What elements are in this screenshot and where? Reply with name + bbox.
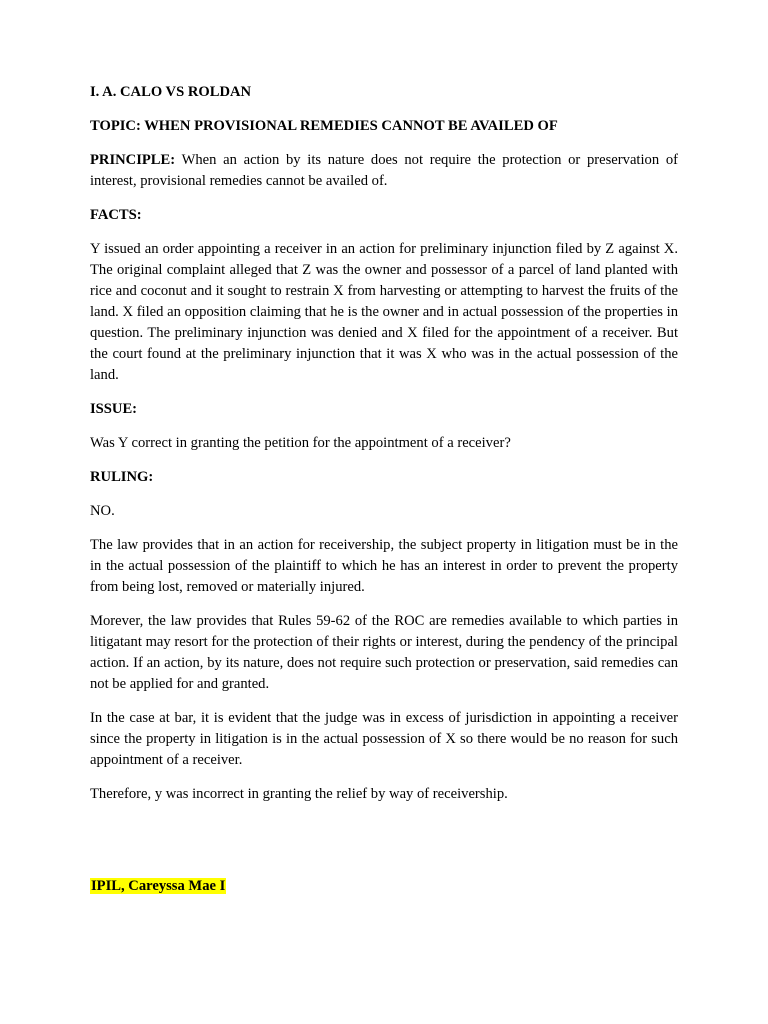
ruling-paragraph: In the case at bar, it is evident that the judge was in excess of jurisdiction in appointing a receiver since the property in litigation is in the actual possession of X so there would be no reason for such appointment of a receiver. <box>90 710 678 768</box>
author-line <box>90 876 678 897</box>
ruling-paragraph: Morever, the law provides that Rules 59-62 of the ROC are remedies available to which parties in litigatant may resort for the protection of their rights or interest, during the pendency of the principal action. If an action, by its nature, does not require such protection or preservation, said remedies can not be applied for and granted. <box>90 613 678 692</box>
case-title: I. A. CALO VS ROLDAN <box>90 84 252 100</box>
author-name: IPIL, Careyssa Mae I <box>91 878 226 894</box>
issue-heading: ISSUE: <box>90 401 138 417</box>
document-page <box>90 82 678 910</box>
ruling-paragraph: Therefore, y was incorrect in granting the relief by way of receivership. <box>90 786 508 802</box>
ruling-paragraph: The law provides that in an action for receivership, the subject property in litigation must be in the in the actual possession of the plaintiff to which he has an interest in order to prevent the property from being lost, removed or materially injured. <box>90 537 678 595</box>
facts-paragraph: Y issued an order appointing a receiver in an action for preliminary injunction filed by Z against X. The original complaint alleged that Z was the owner and possessor of a parcel of land planted with rice and coconut and it sought to restrain X from harvesting or attempting to harvest the fruits of the land. X filed an opposition claiming that he is the owner and in actual possession of the properties in question. The preliminary injunction was denied and X filed for the appointment of a receiver. But the court found at the preliminary injunction that it was X who was in the actual possession of the land. <box>90 241 678 383</box>
ruling-heading: RULING: <box>90 469 154 485</box>
blank-space <box>90 818 678 876</box>
principle-text: When an action by its nature does not require the protection or preservation of interest, provisional remedies cannot be availed of. <box>90 152 678 189</box>
principle-paragraph <box>90 150 678 192</box>
facts-heading: FACTS: <box>90 207 142 223</box>
case-topic: TOPIC: WHEN PROVISIONAL REMEDIES CANNOT BE AVAILED OF <box>90 118 558 134</box>
issue-paragraph: Was Y correct in granting the petition for the appointment of a receiver? <box>90 435 511 451</box>
principle-label: PRINCIPLE: <box>90 152 176 168</box>
ruling-answer: NO. <box>90 503 115 519</box>
